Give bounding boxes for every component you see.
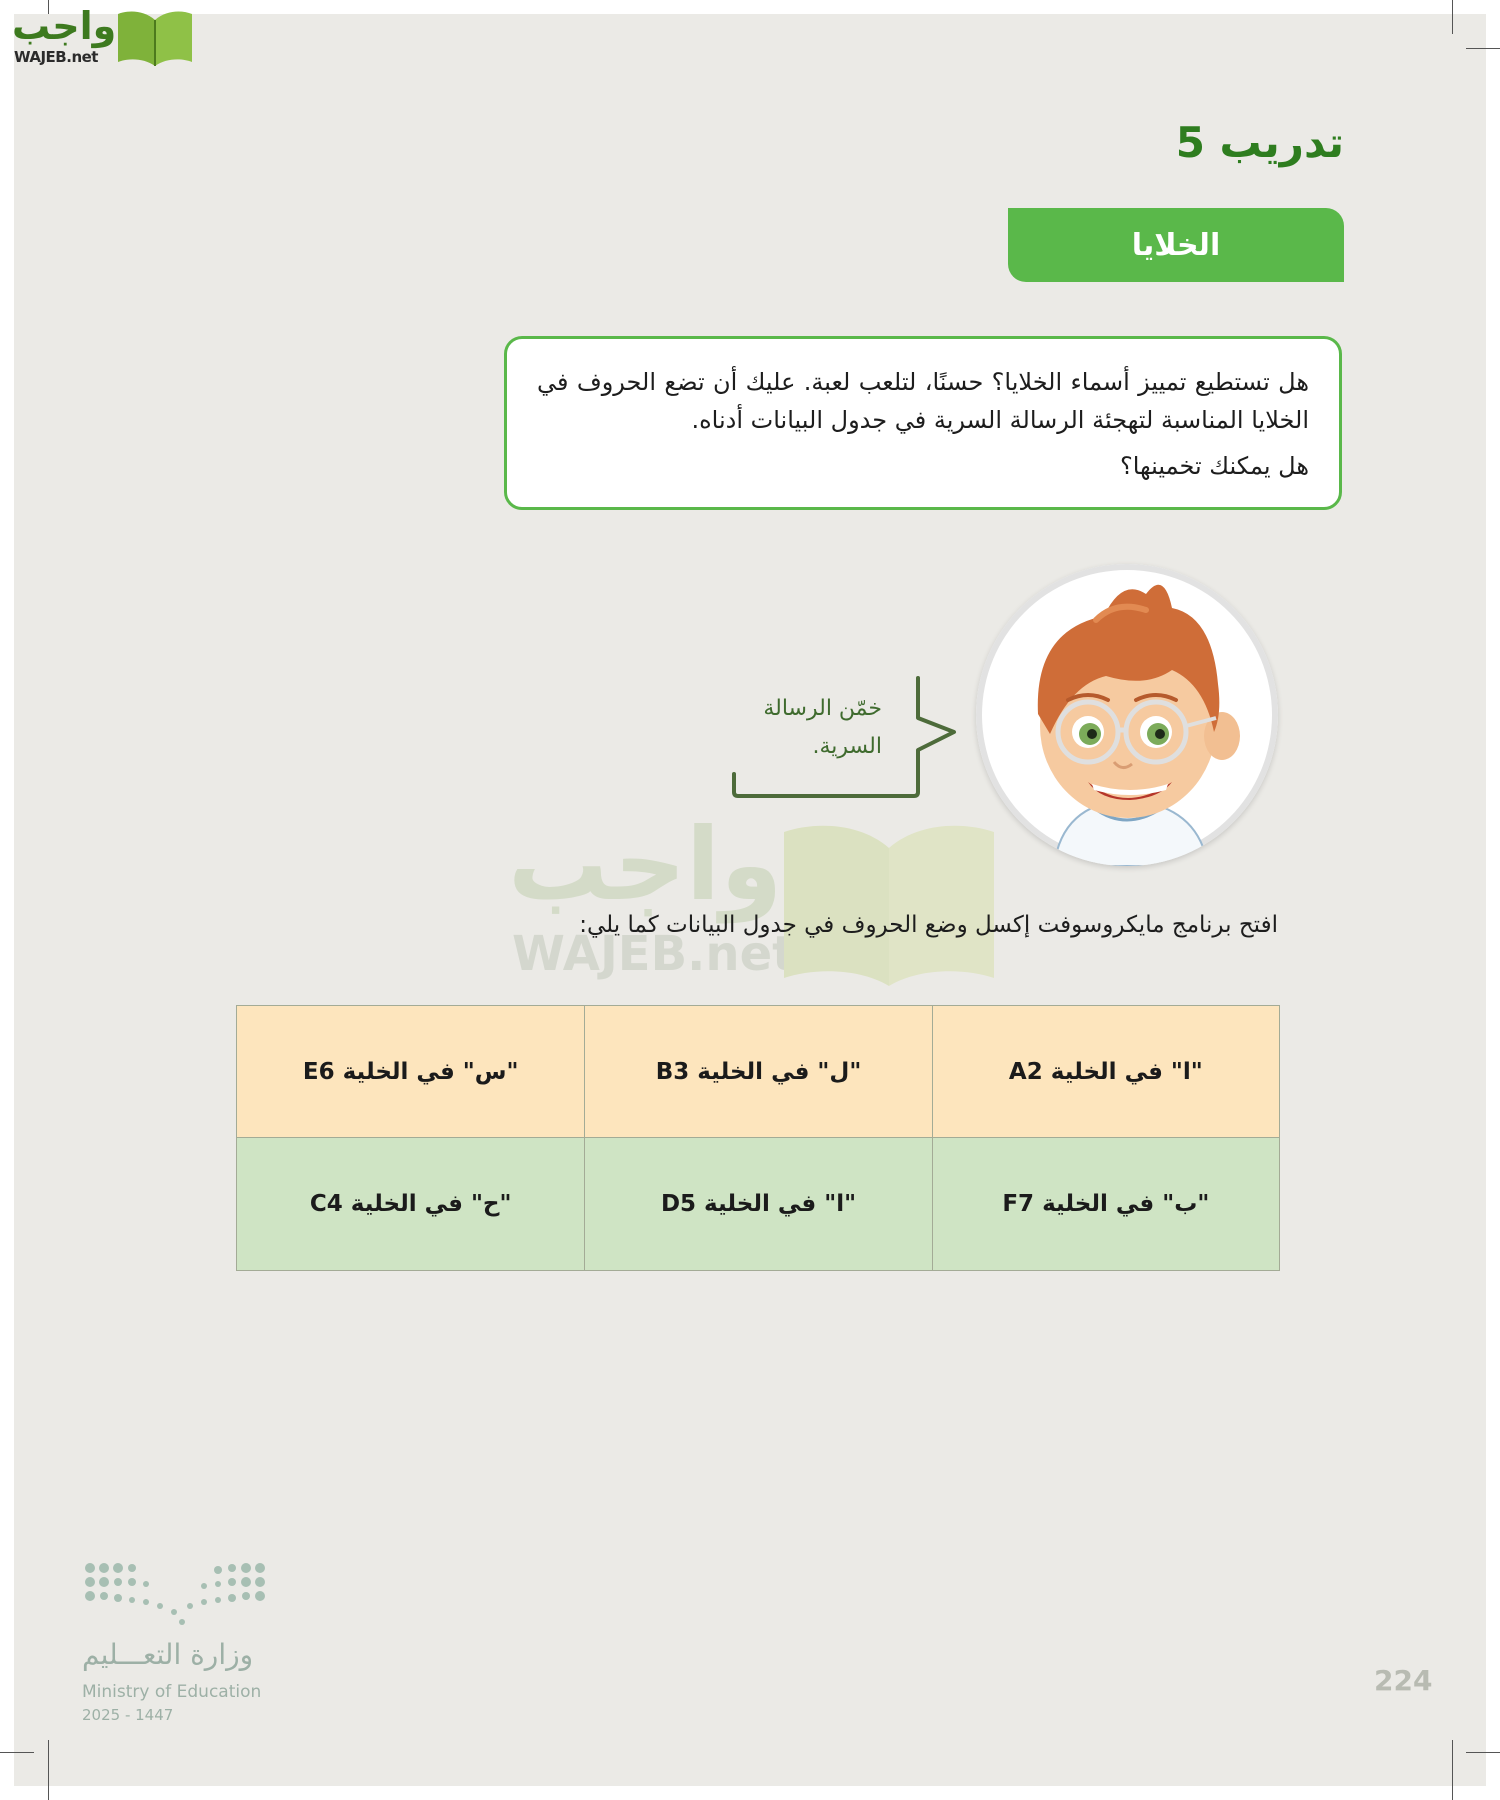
section-tab-label: الخلايا (1131, 227, 1221, 263)
table-cell: "ل" في الخلية B3 (584, 1006, 931, 1138)
logo-arabic-text: واجب (12, 4, 117, 48)
table-cell: "ا" في الخلية A2 (932, 1006, 1279, 1138)
table-cell: "س" في الخلية E6 (237, 1006, 584, 1138)
wajeb-logo[interactable] (10, 6, 190, 68)
page-number: 224 (1374, 1664, 1433, 1697)
watermark-arabic-text: واجب (508, 806, 783, 923)
speech-line-2: السرية. (812, 734, 882, 759)
book-icon (114, 8, 196, 68)
crop-mark (1466, 1752, 1500, 1753)
boy-character-avatar (976, 564, 1278, 866)
info-paragraph: هل تستطيع تمييز أسماء الخلايا؟ حسنًا، لتلعب لعبة. عليك أن تضع الحروف في الخلايا المناسبة لتهجئة الرسالة السرية في جدول البيانات أدناه. (537, 368, 1309, 434)
table-cell: "ح" في الخلية C4 (237, 1138, 584, 1270)
instruction-text: افتح برنامج مايكروسوفت إكسل وضع الحروف في جدول البيانات كما يلي: (579, 912, 1278, 938)
crop-mark (1452, 1740, 1453, 1800)
exercise-title: تدريب 5 (1175, 118, 1344, 167)
speech-bubble-text (712, 690, 882, 766)
crop-mark (1452, 0, 1453, 34)
section-tab (1008, 208, 1344, 282)
ministry-dots-emblem (82, 1560, 272, 1632)
edition-years: 2025 - 1447 (82, 1706, 174, 1724)
logo-english-text: WAJEB.net (14, 48, 98, 66)
boy-illustration (976, 564, 1278, 866)
info-question: هل يمكنك تخمينها؟ (1119, 452, 1309, 480)
ministry-english-name: Ministry of Education (82, 1682, 262, 1702)
table-cell: "ب" في الخلية F7 (932, 1138, 1279, 1270)
letters-table (236, 1005, 1280, 1271)
wajeb-watermark (508, 806, 1008, 992)
info-box (504, 336, 1342, 510)
crop-mark (48, 1740, 49, 1800)
speech-line-1: خمّن الرسالة (763, 696, 882, 721)
watermark-book-icon (774, 818, 1004, 988)
ministry-logo (82, 1560, 282, 1730)
table-cell: "ا" في الخلية D5 (584, 1138, 931, 1270)
ministry-arabic-name: وزارة التعـــليم (82, 1638, 254, 1671)
crop-mark (0, 1752, 34, 1753)
crop-mark (1466, 48, 1500, 49)
watermark-english-text: WAJEB.net (512, 926, 796, 982)
